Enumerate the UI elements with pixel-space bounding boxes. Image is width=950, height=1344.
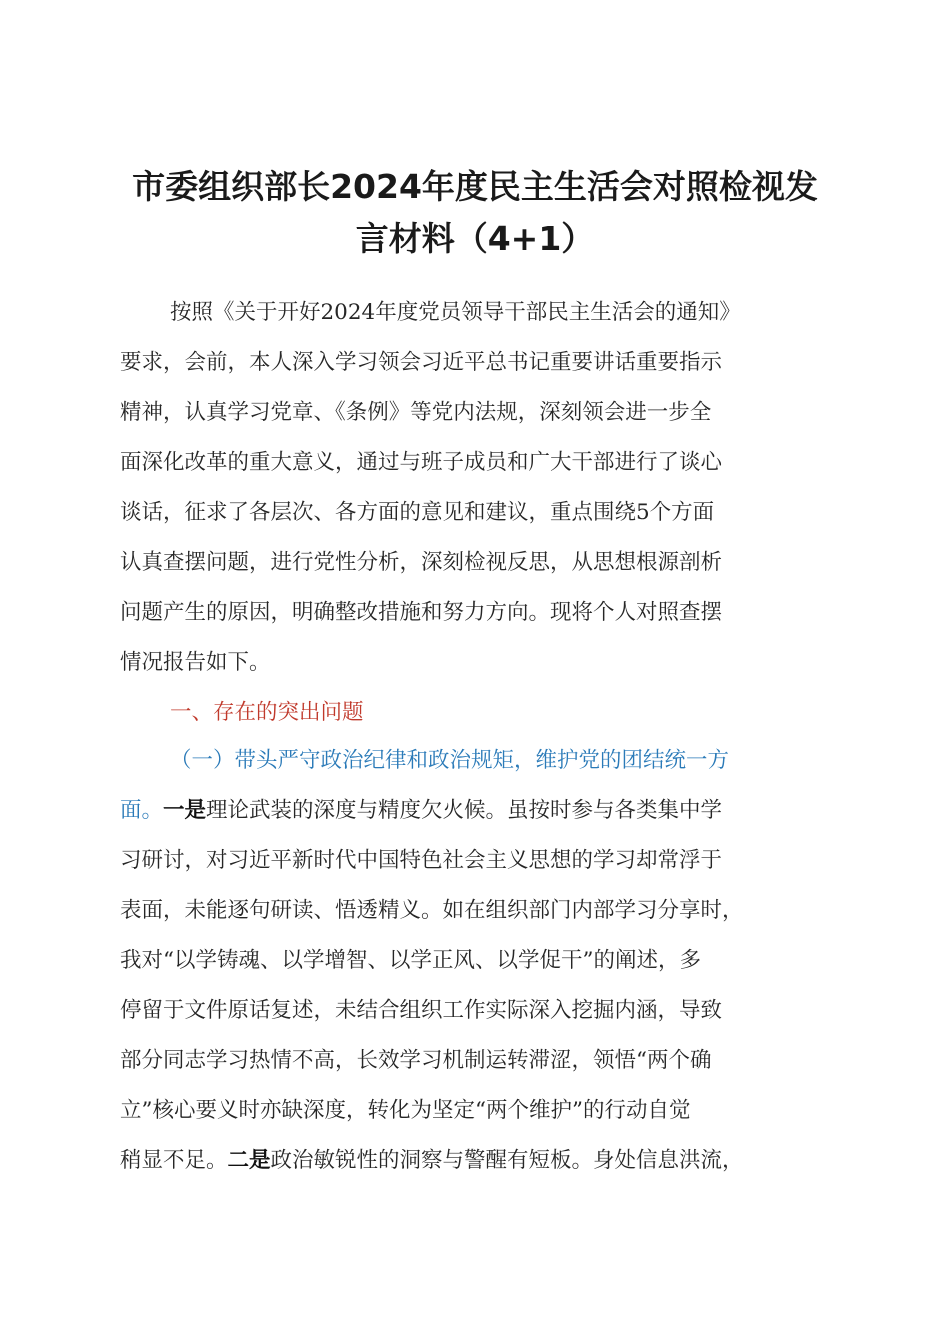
intro-paragraph-line: 情况报告如下。 [120,650,271,675]
point-text-1: 理论武装的深度与精度欠火候。虽按时参与各类集中学 [206,798,723,823]
paragraph-line [120,1146,744,1176]
intro-paragraph-line: 按照《关于开好2024年度党员领导干部民主生活会的通知》 [170,300,741,325]
section-heading-1: 一、存在的突出问题 [170,700,364,725]
intro-paragraph-line: 谈话，征求了各层次、各方面的意见和建议，重点围绕5个方面 [120,500,715,525]
point-label-2: 二是 [227,1148,271,1173]
document-title-line-1: 市委组织部长2024年度民主生活会对照检视发 [132,167,818,206]
intro-paragraph-line: 认真查摆问题，进行党性分析，深刻检视反思，从思想根源剖析 [120,550,723,575]
intro-paragraph-line: 问题产生的原因，明确整改措施和努力方向。现将个人对照查摆 [120,600,723,625]
paragraph-line: 停留于文件原话复述，未结合组织工作实际深入挖掘内涵，导致 [120,998,723,1023]
subsection-heading-1: （一）带头严守政治纪律和政治规矩，维护党的团结统一方 [170,748,730,773]
intro-paragraph-line: 要求，会前，本人深入学习领会习近平总书记重要讲话重要指示 [120,350,723,375]
paragraph-line [120,796,722,826]
document-title-line-2: 言材料（4+1） [355,219,595,258]
intro-paragraph-line: 精神，认真学习党章、《条例》等党内法规，深刻领会进一步全 [120,400,712,425]
paragraph-line: 习研讨，对习近平新时代中国特色社会主义思想的学习却常浮于 [120,848,723,873]
paragraph-line: 我对“以学铸魂、以学增智、以学正风、以学促干”的阐述，多 [120,948,701,973]
point-label-1: 一是 [163,798,207,823]
paragraph-line: 表面，未能逐句研读、悟透精义。如在组织部门内部学习分享时， [120,898,744,923]
intro-paragraph-line: 面深化改革的重大意义，通过与班子成员和广大干部进行了谈心 [120,450,723,475]
point-text-2: 政治敏锐性的洞察与警醒有短板。身处信息洪流， [270,1148,744,1173]
paragraph-line: 部分同志学习热情不高，长效学习机制运转滞涩，领悟“两个确 [120,1048,712,1073]
paragraph-line: 立”核心要义时亦缺深度，转化为坚定“两个维护”的行动自觉 [120,1098,691,1123]
paragraph-text: 稍显不足。 [120,1148,228,1173]
subsection-heading-1-end: 面。 [120,798,164,823]
